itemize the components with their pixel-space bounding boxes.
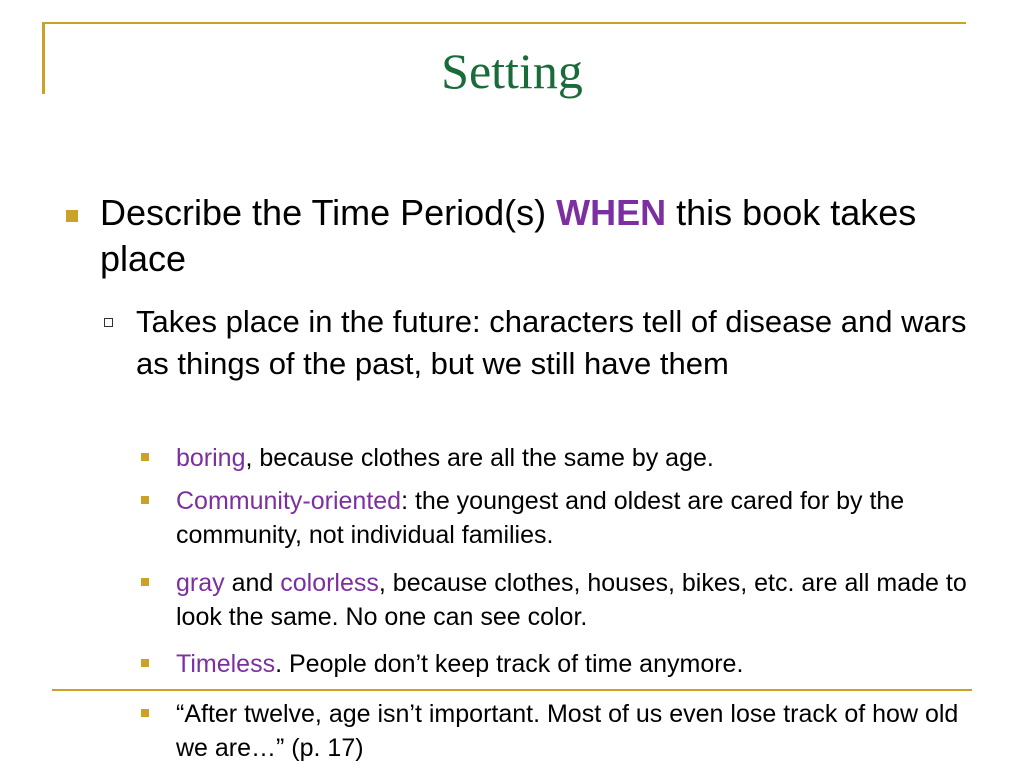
level3-mid: and (224, 569, 281, 597)
level3-bullet-icon (141, 453, 149, 461)
level3-quote: “After twelve, age isn’t important. Most of us even lose track of how old we are…” (p. 17) (176, 700, 959, 762)
level1-pre: Describe the Time Period(s) (100, 192, 557, 233)
level1-post: this book takes place (100, 192, 917, 279)
level3-bullet-icon (141, 578, 149, 586)
level3-term: boring (176, 444, 246, 472)
level3-rest: , because clothes, houses, bikes, etc. are all made to look the same. No one can see color. (176, 569, 967, 631)
level3-bullet-icon (141, 709, 149, 717)
level3-term: colorless (280, 569, 379, 597)
level3-term: Timeless (176, 650, 276, 678)
level3-item (176, 441, 976, 475)
level1-emphasis: WHEN (556, 192, 667, 233)
level3-item (176, 484, 976, 552)
level3-term: Community-oriented (176, 487, 402, 515)
slide-title: Setting (441, 43, 583, 99)
level3-term: gray (176, 569, 225, 597)
level3-item (176, 566, 976, 634)
level3-rest: , because clothes are all the same by age. (245, 444, 714, 472)
level1-bullet-icon (66, 210, 78, 222)
level3-bullet-icon (141, 496, 149, 504)
level3-bullet-icon (141, 659, 149, 667)
level3-rest: . People don’t keep track of time anymore. (275, 650, 744, 678)
level2-text: Takes place in the future: characters tell of disease and wars as things of the past, but we still have them (136, 304, 967, 381)
level3-item (176, 647, 976, 681)
level1-text (100, 190, 980, 282)
level3-rest: : the youngest and oldest are cared for by the community, not individual families. (176, 487, 905, 549)
level2-bullet-icon (104, 318, 113, 327)
